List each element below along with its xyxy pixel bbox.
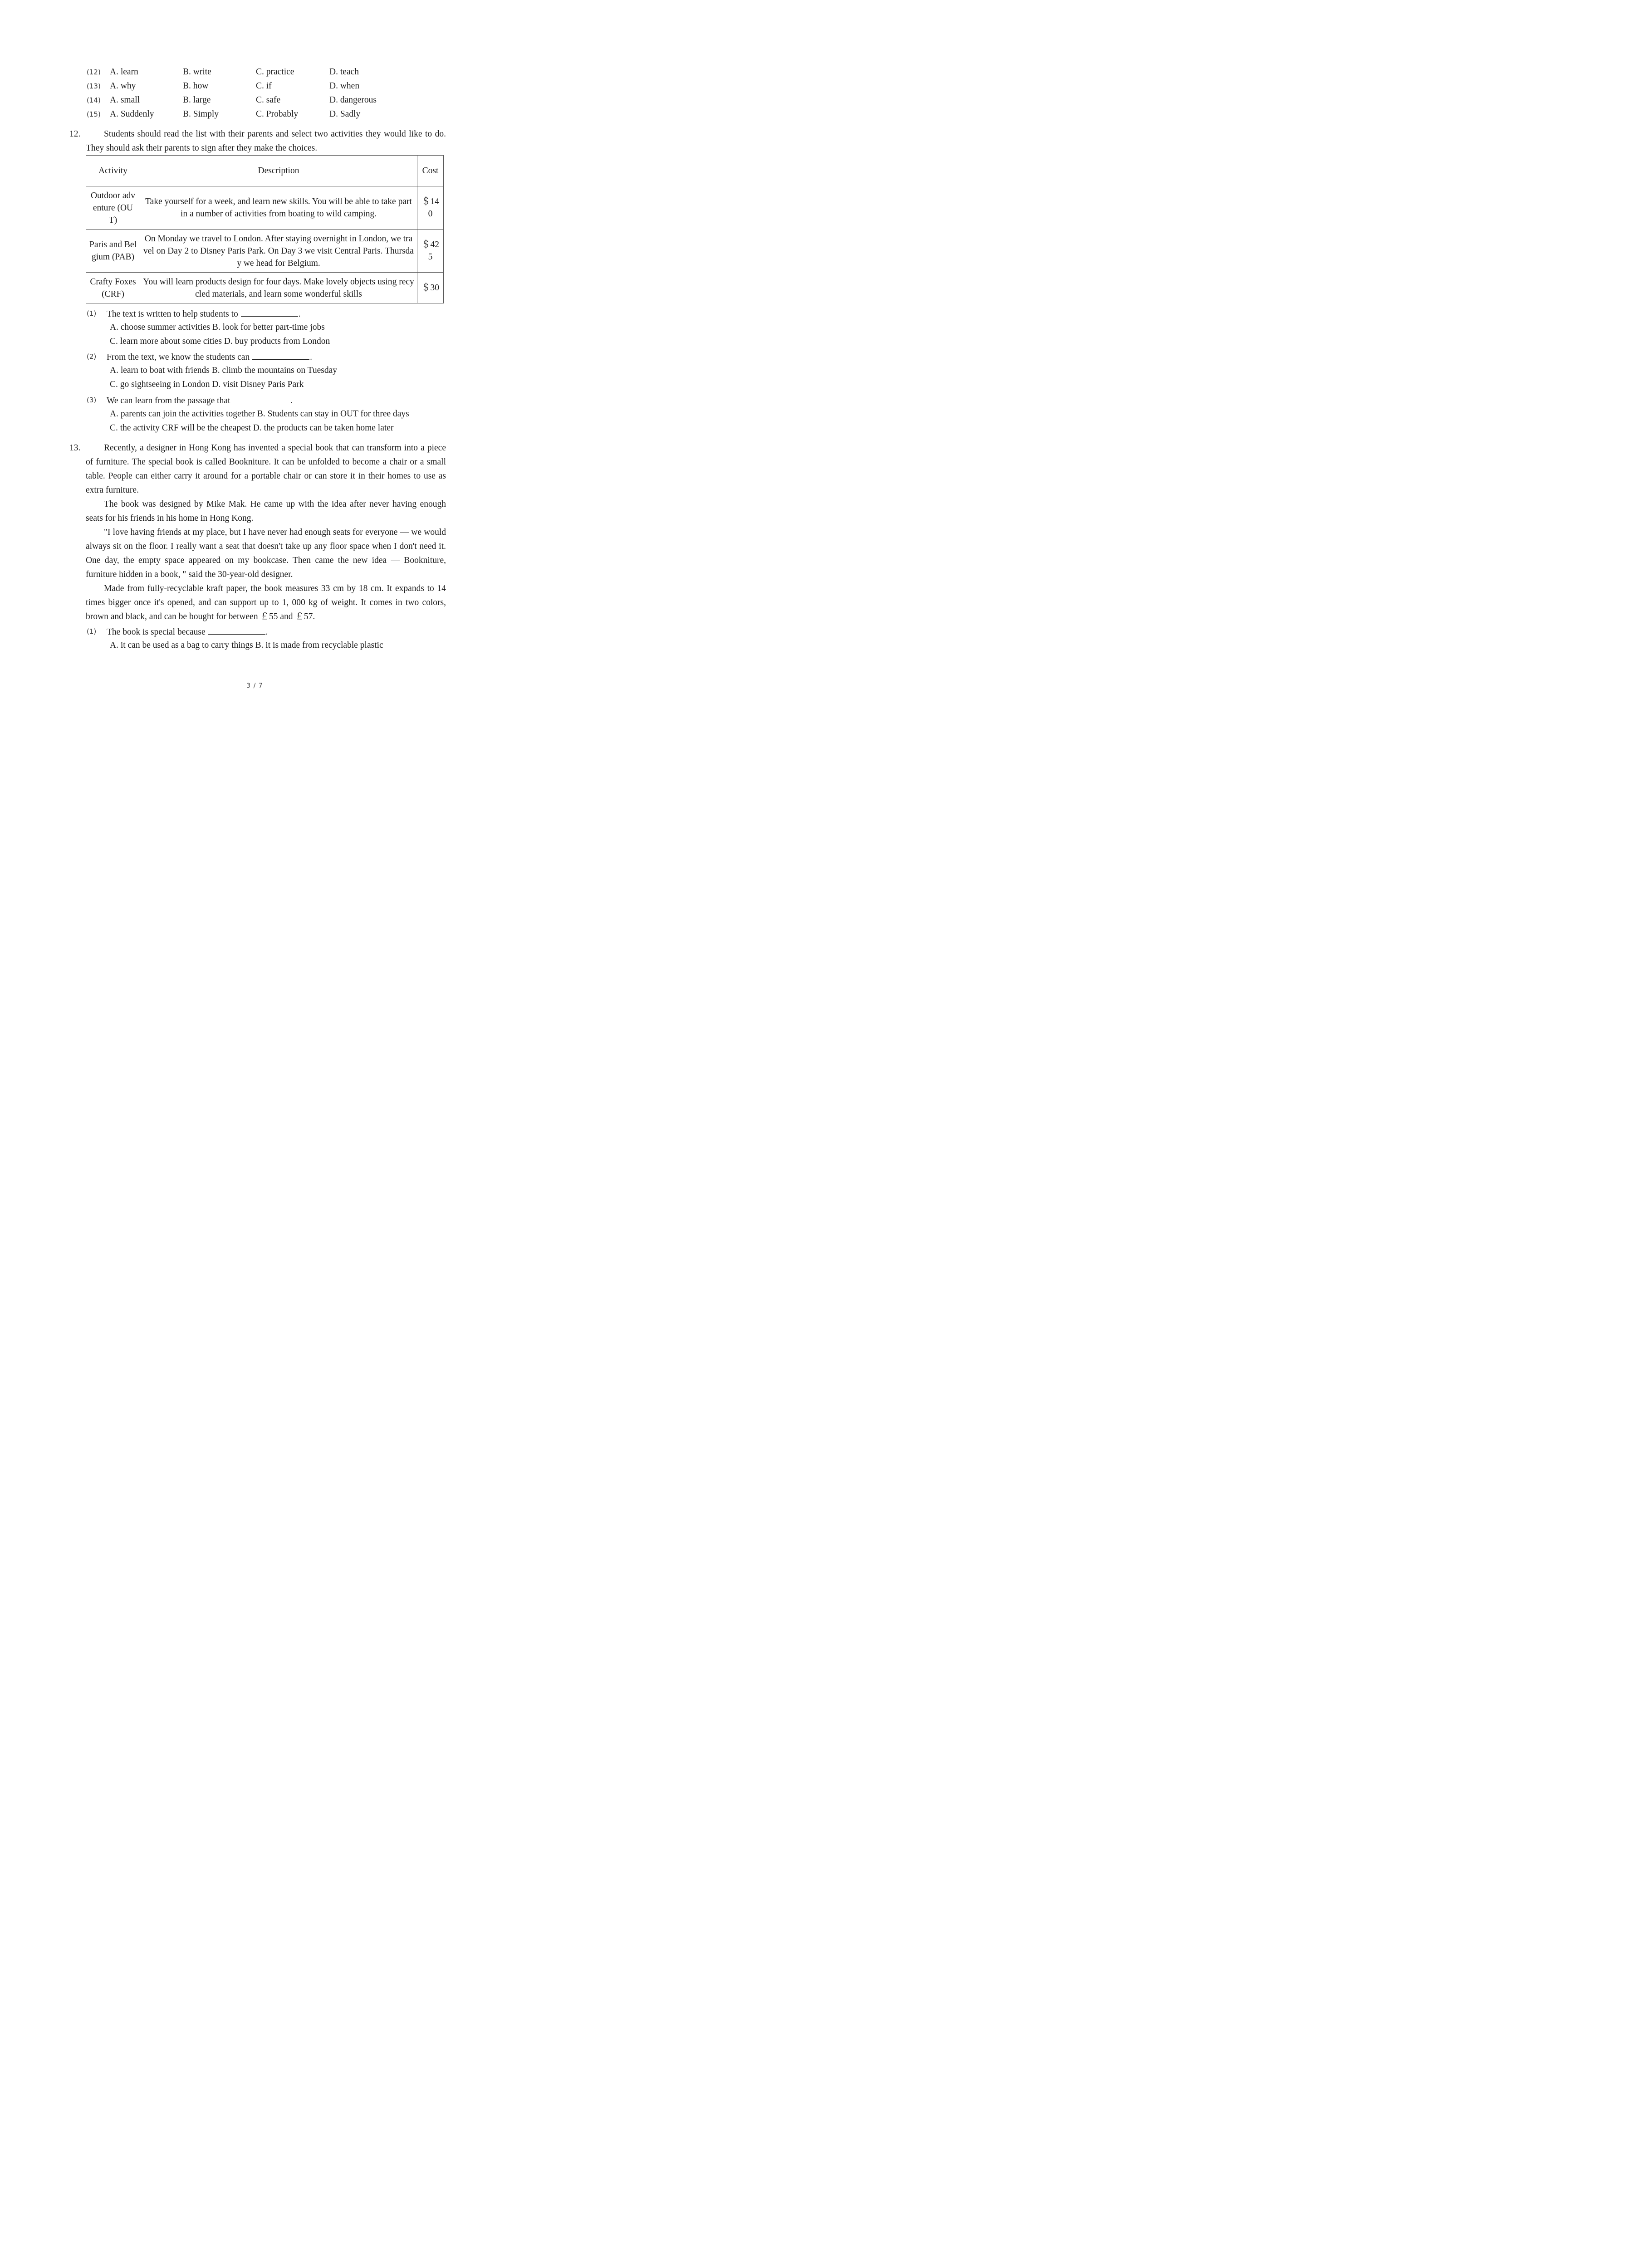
table-row xyxy=(86,230,444,273)
activity-description: Take yourself for a week, and learn new skills. You will be able to take part in a number of activities from boating to wild camping. xyxy=(140,186,417,230)
option-row-13 xyxy=(87,79,450,93)
activity-name: Crafty Foxes(CRF) xyxy=(86,273,140,303)
q13-passage xyxy=(86,441,446,624)
item-number-13: 13. xyxy=(69,443,81,453)
question-number: (3) xyxy=(87,396,97,404)
option-c: C. Probably xyxy=(256,109,299,119)
activities-table xyxy=(86,155,444,303)
stem-end: . xyxy=(298,309,301,319)
question-number: (2) xyxy=(87,352,97,361)
q12-sub-question-1 xyxy=(87,306,450,348)
question-stem xyxy=(87,624,450,638)
choice-line: A. it can be used as a bag to carry things B. it is made from recyclable plastic xyxy=(110,640,383,650)
option-d: D. teach xyxy=(329,67,359,77)
option-b: B. Simply xyxy=(183,109,219,119)
option-row-15 xyxy=(87,107,450,121)
stem-text: From the text, we know the students can xyxy=(107,352,250,362)
choice-line: A. learn to boat with friends B. climb the mountains on Tuesday xyxy=(110,366,337,375)
option-b: B. write xyxy=(183,67,211,77)
stem-text: The book is special because xyxy=(107,627,206,637)
question-number: (1) xyxy=(87,309,97,318)
exam-page xyxy=(0,0,509,720)
activity-name: Paris and Belgium (PAB) xyxy=(86,230,140,273)
q13-sub-question-1 xyxy=(87,624,450,652)
q12-intro xyxy=(86,127,446,155)
option-d: D. when xyxy=(329,81,360,91)
option-d: D. Sadly xyxy=(329,109,361,119)
option-c: C. practice xyxy=(256,67,294,77)
q12-sub-question-2 xyxy=(87,349,450,391)
header-description: Description xyxy=(140,156,417,186)
question-stem xyxy=(87,306,450,320)
choice-line: C. the activity CRF will be the cheapest D. the products can be taken home later xyxy=(110,423,394,433)
question-number: (13) xyxy=(87,82,101,90)
question-number: (14) xyxy=(87,96,101,104)
passage-paragraph: "I love having friends at my place, but I have never had enough seats for everyone — we would always sit on the floor. I really want a seat that doesn't take up any floor space when I don't need it. One day, the empty space appeared on my bookcase. Then came the new idea — Bookniture, furniture hidden in a book, " said the 30-year-old designer. xyxy=(86,528,446,579)
stem-text: We can learn from the passage that xyxy=(107,396,230,406)
choice-line: C. learn more about some cities D. buy products from London xyxy=(110,337,330,346)
option-b: B. how xyxy=(183,81,209,91)
q12-intro-text: Students should read the list with their parents and select two activities they would like to do. They should ask their parents to sign after they make the choices. xyxy=(86,129,446,153)
header-cost: Cost xyxy=(417,156,444,186)
q12-sub-question-3 xyxy=(87,393,450,435)
answer-blank xyxy=(233,393,290,403)
activity-name: Outdoor adventure (OUT) xyxy=(86,186,140,230)
option-a: A. why xyxy=(110,81,136,91)
activity-cost: ＄30 xyxy=(417,273,444,303)
option-a: A. small xyxy=(110,95,140,105)
table-header-row xyxy=(86,156,444,186)
option-row-12 xyxy=(87,65,450,79)
option-d: D. dangerous xyxy=(329,95,377,105)
passage-paragraph: Recently, a designer in Hong Kong has invented a special book that can transform into a piece of furniture. The special book is called Bookniture. It can be unfolded to become a chair or a small table. People can either carry it around for a portable chair or can store it in their homes to use as extra furniture. xyxy=(86,443,446,495)
option-row-14 xyxy=(87,93,450,107)
activity-cost: ＄140 xyxy=(417,186,444,230)
option-a: A. learn xyxy=(110,67,138,77)
table-row xyxy=(86,186,444,230)
choice-line: A. parents can join the activities together B. Students can stay in OUT for three days xyxy=(110,409,409,419)
option-c: C. if xyxy=(256,81,272,91)
stem-end: . xyxy=(290,396,293,406)
question-number: (15) xyxy=(87,110,101,118)
question-stem xyxy=(87,349,450,363)
option-c: C. safe xyxy=(256,95,281,105)
stem-end: . xyxy=(265,627,268,637)
option-a: A. Suddenly xyxy=(110,109,154,119)
passage-paragraph: The book was designed by Mike Mak. He came up with the idea after never having enough seats for his friends in his home in Hong Kong. xyxy=(86,499,446,523)
header-activity: Activity xyxy=(86,156,140,186)
item-number-12: 12. xyxy=(69,129,81,139)
passage-paragraph: Made from fully-recyclable kraft paper, the book measures 33 cm by 18 cm. It expands to 14 times bigger once it's opened, and can support up to 1, 000 kg of weight. It comes in two colors, brown and black, and can be bought for between ￡55 and ￡57. xyxy=(86,584,446,621)
page-number: 3 / 7 xyxy=(246,682,263,689)
question-number: (1) xyxy=(87,627,97,635)
answer-blank xyxy=(252,349,309,360)
activity-description: On Monday we travel to London. After staying overnight in London, we travel on Day 2 to Disney Paris Park. On Day 3 we visit Central Paris. Thursday we head for Belgium. xyxy=(140,230,417,273)
answer-blank xyxy=(208,624,265,635)
table-row xyxy=(86,273,444,303)
option-b: B. large xyxy=(183,95,211,105)
question-number: (12) xyxy=(87,68,101,76)
stem-end: . xyxy=(310,352,312,362)
choice-line: C. go sightseeing in London D. visit Disney Paris Park xyxy=(110,380,304,389)
answer-blank xyxy=(241,306,298,317)
activity-description: You will learn products design for four days. Make lovely objects using recycled materials, and learn some wonderful skills xyxy=(140,273,417,303)
activity-cost: ＄425 xyxy=(417,230,444,273)
question-stem xyxy=(87,393,450,407)
stem-text: The text is written to help students to xyxy=(107,309,238,319)
choice-line: A. choose summer activities B. look for better part-time jobs xyxy=(110,323,325,332)
